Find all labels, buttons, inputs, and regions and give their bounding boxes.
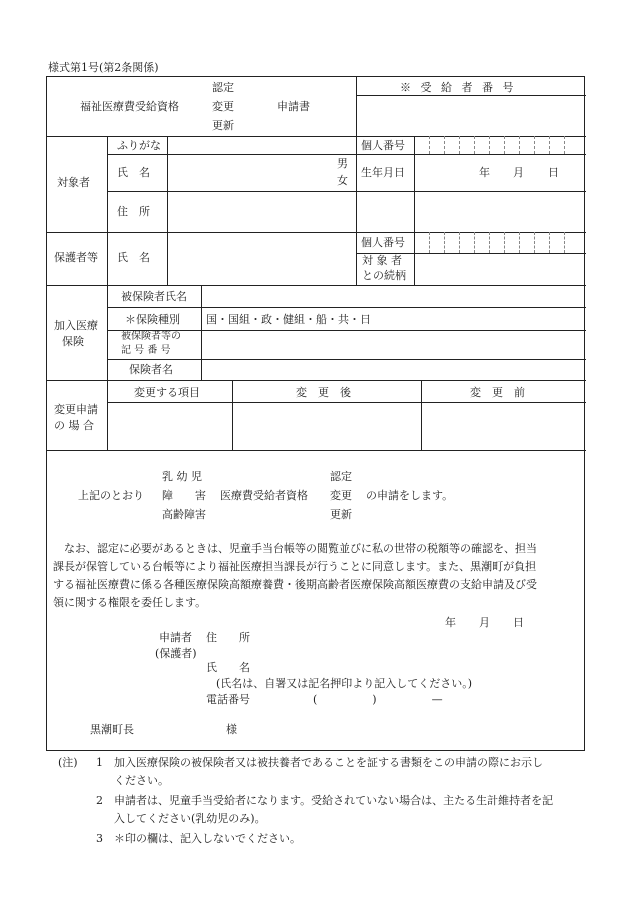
note-3-line-1: ＊印の欄は、記入しないでください。 <box>114 832 301 845</box>
declaration-category-disability: 障 害 <box>162 489 206 502</box>
note-2-number: 2 <box>96 794 103 807</box>
insured-name-label: 被保険者氏名 <box>121 290 187 303</box>
note-2-line-2: 入してください(乳幼児のみ)。 <box>114 812 266 825</box>
furigana-label: ふりがな <box>117 139 161 152</box>
declaration-action-approval: 認定 <box>330 470 352 483</box>
consent-line-2: 課長が保管している台帳等により福祉医療担当課長が行うことに同意します。また、黒潮町が負担 <box>53 560 537 573</box>
note-1-line-2: ください。 <box>114 774 169 787</box>
subject-name-label: 氏 名 <box>117 166 150 179</box>
insurer-name-input[interactable] <box>202 359 584 379</box>
note-1-number: 1 <box>96 756 103 769</box>
change-before-header: 変 更 前 <box>470 386 525 399</box>
birthdate-label: 生年月日 <box>361 166 405 179</box>
guardian-section-label: 保護者等 <box>54 251 98 264</box>
gender-male[interactable]: 男 <box>337 157 348 170</box>
subject-address-input[interactable] <box>167 193 584 229</box>
subject-section-label: 対象者 <box>57 176 90 189</box>
signature-note: (氏名は、自署又は記名押印より記入してください。) <box>216 677 473 690</box>
title-prefix: 福祉医療費受給資格 <box>80 100 179 113</box>
subject-name-input[interactable] <box>167 156 332 190</box>
consent-line-4: 領に関する権限を委任します。 <box>53 596 207 609</box>
declaration-closing: の申請をします。 <box>366 489 454 502</box>
gender-female[interactable]: 女 <box>337 174 348 187</box>
applicant-label: 申請者 <box>159 631 192 644</box>
change-section-label-1: 変更申請 <box>54 403 98 416</box>
applicant-address-label: 住 所 <box>206 631 250 644</box>
addressee: 黒潮町長 <box>90 723 134 736</box>
guardian-personal-number-label: 個人番号 <box>361 236 405 249</box>
phone-format: ( ) — <box>313 693 443 706</box>
insurer-name-label: 保険者名 <box>129 363 173 376</box>
application-month-unit: 月 <box>479 616 490 629</box>
title-suffix: 申請書 <box>277 100 310 113</box>
guardian-name-input[interactable] <box>167 233 354 283</box>
insured-name-input[interactable] <box>202 285 584 306</box>
declaration-category-elderly: 高齢障害 <box>162 508 206 521</box>
symbol-number-label-1: 被保険者等の <box>121 331 181 342</box>
change-after-header: 変 更 後 <box>296 386 351 399</box>
change-before-input[interactable] <box>421 402 584 448</box>
change-after-input[interactable] <box>232 402 419 448</box>
change-section-label-2: の 場 合 <box>54 419 94 432</box>
insurance-section-label-2: 保険 <box>62 335 84 348</box>
declaration-qualification: 医療費受給者資格 <box>220 489 308 502</box>
note-3-number: 3 <box>96 832 103 845</box>
applicant-name-label: 氏 名 <box>206 661 250 674</box>
declaration-action-renewal: 更新 <box>330 508 352 521</box>
relationship-input[interactable] <box>414 254 584 283</box>
declaration-category-infant: 乳 幼 児 <box>162 470 202 483</box>
change-item-header: 変更する項目 <box>134 386 200 399</box>
declaration-action-change: 変更 <box>330 489 352 502</box>
receipt-number-label: ※ 受 給 者 番 号 <box>400 81 517 94</box>
birth-month-unit: 月 <box>513 166 524 179</box>
declaration-lead: 上記のとおり <box>78 489 144 502</box>
symbol-number-input[interactable] <box>202 330 584 357</box>
subject-personal-number-label: 個人番号 <box>361 139 405 152</box>
relationship-label-1: 対 象 者 <box>362 254 402 267</box>
consent-line-3: する福祉医療費に係る各種医療保険高額療養費・後期高齢者医療保険高額医療費の支給申請及び受 <box>53 578 537 591</box>
furigana-input[interactable] <box>167 137 354 153</box>
consent-line-1: なお、認定に必要があるときは、児童手当台帳等の閲覧並びに私の世帯の税額等の確認を、担当 <box>64 542 537 555</box>
note-2-line-1: 申請者は、児童手当受給者になります。受給されていない場合は、主たる生計維持者を記 <box>114 794 554 807</box>
change-item-input[interactable] <box>107 402 230 448</box>
subject-address-label: 住 所 <box>117 205 150 218</box>
note-1-line-1: 加入医療保険の被保険者又は被扶養者であることを証する書類をこの申請の際にお示し <box>114 756 543 769</box>
insurance-type-label: ＊保険種別 <box>125 313 180 326</box>
title-option-approval: 認定 <box>212 81 234 94</box>
application-day-unit: 日 <box>513 616 524 629</box>
birth-day-unit: 日 <box>548 166 559 179</box>
notes-heading: (注) <box>58 756 78 769</box>
guardian-paren: (保護者) <box>155 647 197 660</box>
phone-label: 電話番号 <box>206 693 250 706</box>
symbol-number-label-2: 記 号 番 号 <box>121 345 171 356</box>
application-year-unit: 年 <box>445 616 456 629</box>
honorific: 様 <box>226 723 237 736</box>
insurance-section-label-1: 加入医療 <box>54 319 98 332</box>
birth-year-unit: 年 <box>479 166 490 179</box>
guardian-personal-number-input[interactable] <box>414 233 584 252</box>
relationship-label-2: との続柄 <box>362 269 406 282</box>
title-option-renewal: 更新 <box>212 119 234 132</box>
guardian-name-label: 氏 名 <box>117 251 150 264</box>
title-option-change: 変更 <box>212 100 234 113</box>
form-number: 様式第1号(第2条関係) <box>48 61 159 74</box>
subject-personal-number-input[interactable] <box>414 137 584 153</box>
birthdate-input[interactable] <box>414 156 584 190</box>
insurance-type-options[interactable]: 国・国組・政・健組・船・共・日 <box>206 313 371 326</box>
